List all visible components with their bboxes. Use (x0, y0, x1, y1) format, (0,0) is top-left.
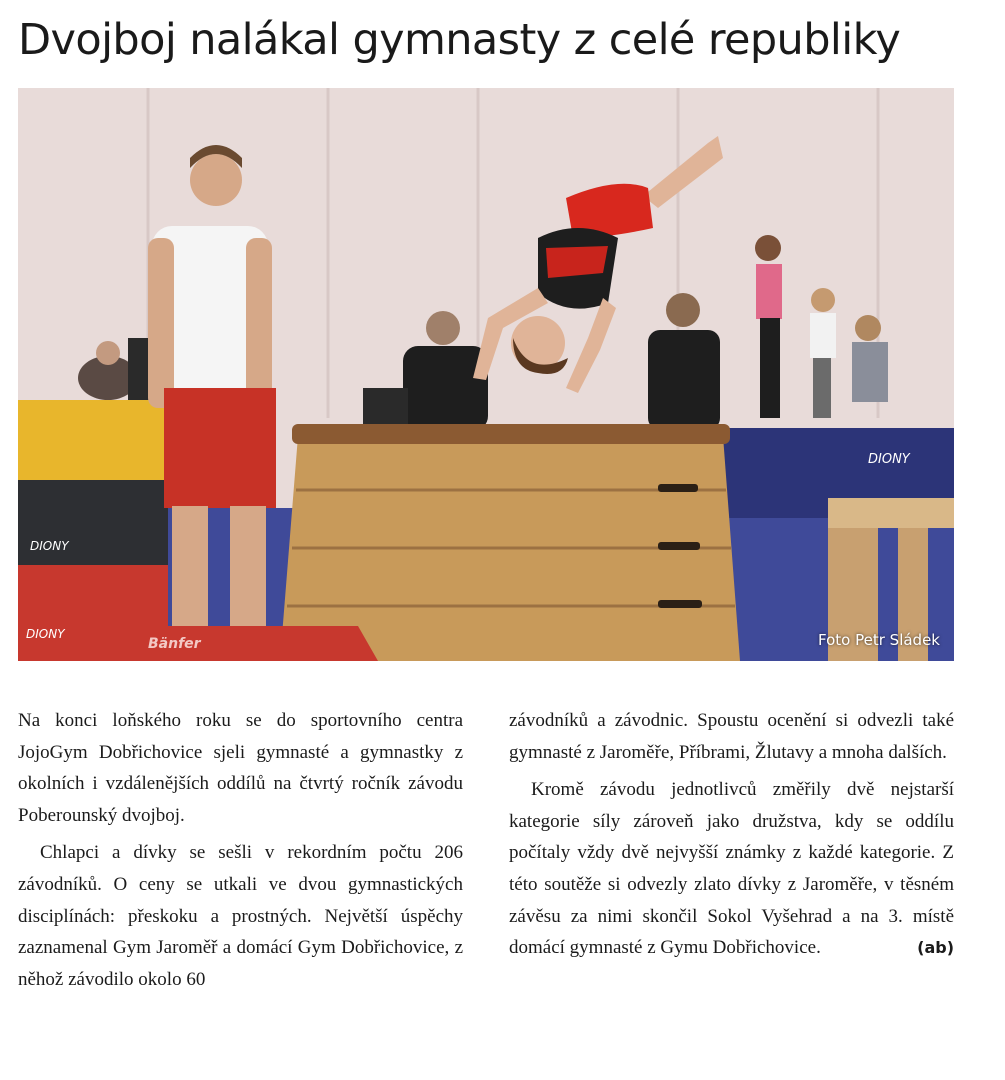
author-signature: (ab) (917, 938, 954, 958)
photo-gymnast-vault-illustration (18, 88, 954, 661)
article-left-column (18, 705, 463, 995)
article-photo (18, 88, 954, 661)
svg-text:DIONY: DIONY (26, 627, 65, 641)
svg-text:Bänfer: Bänfer (148, 636, 201, 652)
svg-text:DIONY: DIONY (868, 452, 910, 467)
paragraph: Na konci loňského roku se do sportovního centra JojoGym Dobřichovice sjeli gymnasté a gymnastky z okolních i vzdálenějších oddílů na čtvrtý ročník závodu Poberounský dvojboj. (18, 710, 463, 826)
photo-credit: Foto Petr Sládek (818, 631, 940, 649)
paragraph-text: Kromě závodu jednotlivců změřily dvě nejstarší kategorie síly zároveň jako družstva, kdy se oddílu počítaly vždy dvě nejvyšší známky z každé kategorie. Z této soutěže si odvezly zlato dívky z Jaroměře, v těsném závěsu za nimi skončil Sokol Vyšehrad a na 3. místě domácí gymnasté z Gymu Dobřichovice. (509, 779, 954, 959)
article-right-column (509, 705, 954, 964)
article-headline: Dvojboj nalákal gymnasty z celé republiky (18, 15, 901, 65)
svg-text:DIONY: DIONY (30, 539, 69, 553)
paragraph: závodníků a závodnic. Spoustu ocenění si odvezli také gymnasté z Jaroměře, Příbrami, Žlutavy a mnoha dalších. (509, 710, 954, 763)
paragraph-with-author (509, 774, 954, 964)
paragraph: Chlapci a dívky se sešli v rekordním počtu 206 závodníků. O ceny se utkali ve dvou gymnastických disciplínách: přeskoku a prostných. Největší úspěchy zaznamenal Gym Jaroměř a domácí Gym Dobřichovice, z něhož závodilo okolo 60 (18, 842, 463, 990)
